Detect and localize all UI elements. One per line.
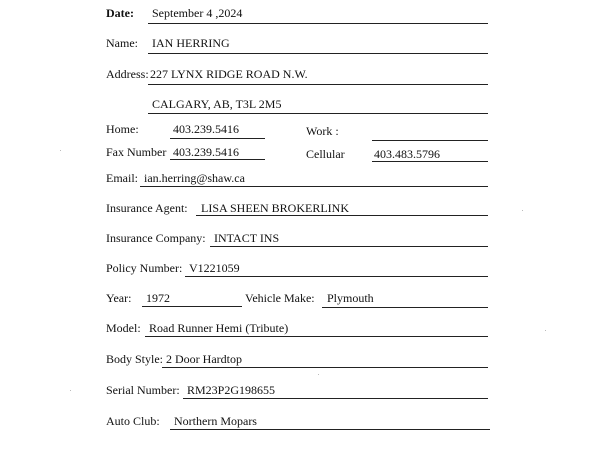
policy-label: Policy Number: — [106, 261, 183, 275]
address-line2: CALGARY, AB, T3L 2M5 — [152, 97, 282, 111]
home-label: Home: — [106, 122, 139, 136]
date-underline — [148, 23, 488, 24]
autoclub-underline — [170, 429, 490, 430]
body-style-underline — [162, 367, 488, 368]
autoclub-label: Auto Club: — [106, 414, 160, 428]
name-label: Name: — [106, 36, 138, 50]
model-value: Road Runner Hemi (Tribute) — [149, 321, 289, 335]
cellular-underline — [372, 161, 488, 162]
make-underline — [322, 307, 488, 308]
scan-speck — [60, 150, 61, 151]
scan-speck — [545, 330, 546, 331]
work-underline — [372, 140, 488, 141]
home-value: 403.239.5416 — [173, 122, 239, 136]
email-value: ian.herring@shaw.ca — [144, 171, 245, 185]
name-value: IAN HERRING — [152, 36, 230, 50]
make-value: Plymouth — [327, 291, 374, 305]
address-label: Address: — [106, 67, 149, 81]
fax-value: 403.239.5416 — [173, 145, 239, 159]
model-underline — [145, 336, 488, 337]
cellular-label: Cellular — [306, 147, 345, 161]
fax-label: Fax Number — [106, 145, 167, 159]
email-label: Email: — [106, 171, 138, 185]
address-line1-underline — [148, 84, 488, 85]
body-style-value: 2 Door Hardtop — [166, 352, 242, 366]
cellular-value: 403.483.5796 — [374, 147, 440, 161]
autoclub-value: Northern Mopars — [174, 414, 257, 428]
company-underline — [210, 246, 488, 247]
company-label: Insurance Company: — [106, 231, 206, 245]
policy-value: V1221059 — [189, 261, 240, 275]
scan-speck — [70, 390, 71, 391]
company-value: INTACT INS — [214, 231, 280, 245]
fax-underline — [170, 159, 265, 160]
policy-underline — [185, 276, 488, 277]
serial-value: RM23P2G198655 — [187, 383, 276, 397]
work-label: Work : — [306, 124, 339, 138]
make-label: Vehicle Make: — [245, 291, 315, 305]
scan-speck — [522, 210, 523, 211]
email-underline — [140, 186, 488, 187]
address-line1: 227 LYNX RIDGE ROAD N.W. — [150, 67, 308, 81]
body-style-label: Body Style: — [106, 352, 164, 366]
home-underline — [170, 138, 265, 139]
year-value: 1972 — [146, 291, 170, 305]
serial-label: Serial Number: — [106, 383, 180, 397]
date-label: Date: — [106, 6, 134, 20]
agent-underline — [196, 215, 488, 216]
serial-underline — [183, 398, 488, 399]
address-line2-underline — [148, 113, 488, 114]
date-value: September 4 ,2024 — [152, 6, 243, 20]
scan-speck — [318, 374, 319, 375]
year-underline — [142, 306, 242, 307]
model-label: Model: — [106, 321, 141, 335]
year-label: Year: — [106, 291, 132, 305]
name-underline — [148, 53, 488, 54]
agent-value: LISA SHEEN BROKERLINK — [201, 201, 350, 215]
agent-label: Insurance Agent: — [106, 201, 188, 215]
